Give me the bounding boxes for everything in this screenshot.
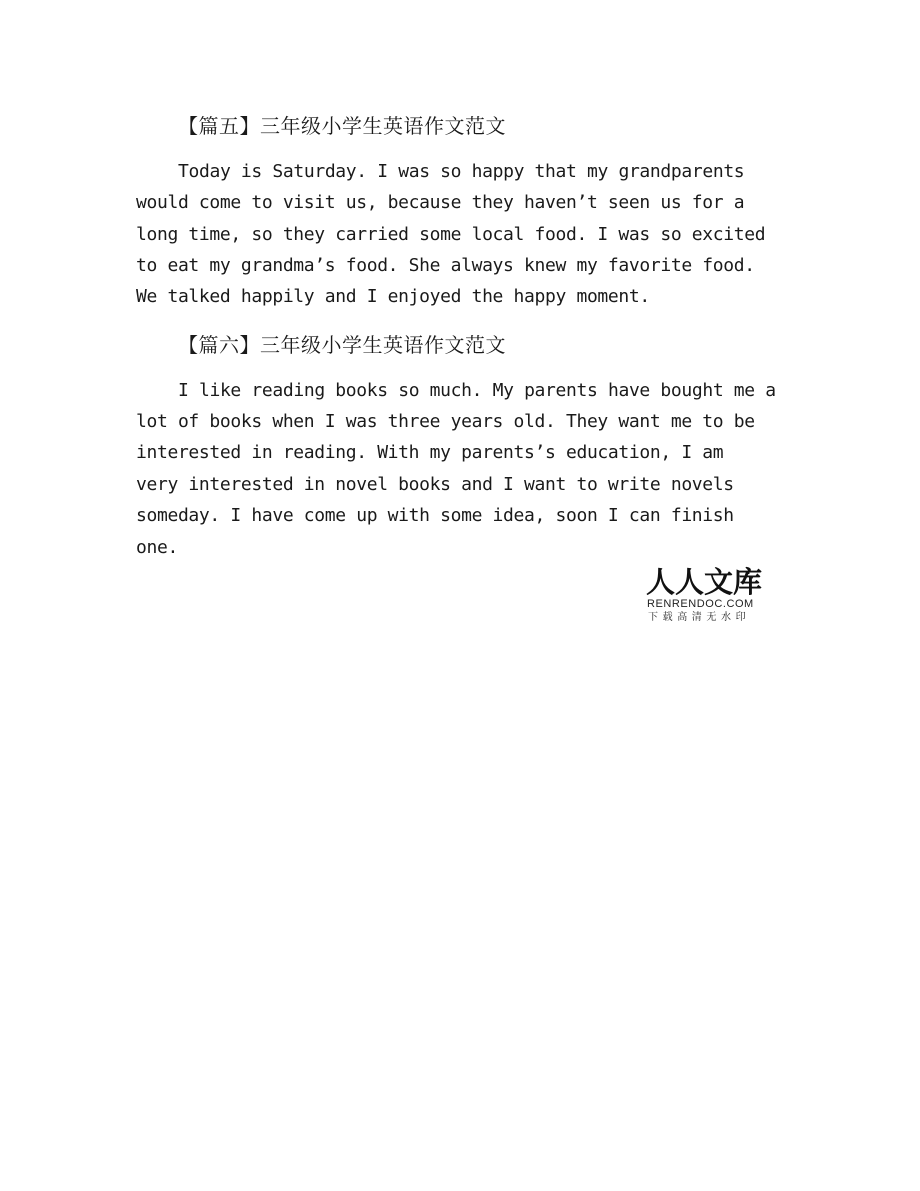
section-6-line-3: interested in reading. With my parents’s education, I am [136,442,724,463]
section-5-line-4: to eat my grandma’s food. She always knew my favorite food. [136,255,755,276]
section-6-line-4: very interested in novel books and I want to write novels [136,474,734,495]
section-6-heading: 【篇六】三年级小学生英语作文范文 [178,333,506,357]
section-5-line-3: long time, so they carried some local food. I was so excited [136,224,766,245]
section-5-line-1: Today is Saturday. I was so happy that my grandparents [178,161,745,182]
watermark-subtitle: 下载高清无水印 [648,612,751,623]
section-6-line-1: I like reading books so much. My parents have bought me a [178,380,776,401]
watermark-url: RENRENDOC.COM [647,598,754,610]
watermark-logo [646,566,772,628]
section-5-line-5: We talked happily and I enjoyed the happy moment. [136,286,650,307]
watermark-title: 人人文库 [646,565,763,599]
section-6-line-5: someday. I have come up with some idea, soon I can finish [136,505,734,526]
section-6-line-2: lot of books when I was three years old. They want me to be [136,411,755,432]
section-5-heading: 【篇五】三年级小学生英语作文范文 [178,114,506,138]
section-6-line-6: one. [136,537,178,558]
section-5-line-2: would come to visit us, because they haven’t seen us for a [136,192,745,213]
